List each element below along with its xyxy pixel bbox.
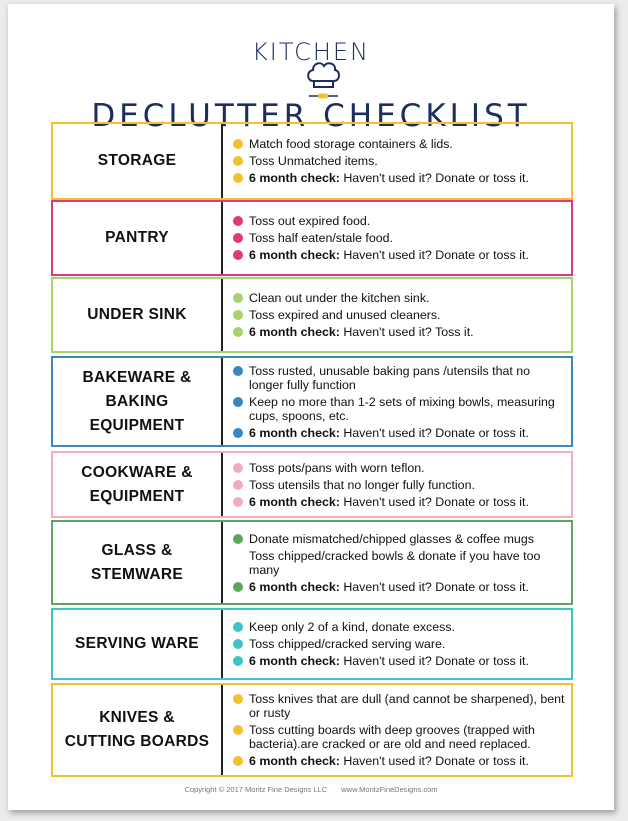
section-label-line: UNDER SINK — [87, 306, 187, 323]
checklist-items — [223, 453, 571, 516]
checklist-item-body: Haven't used it? Toss it. — [339, 325, 474, 339]
checklist-item-text — [249, 478, 475, 492]
checklist-item — [233, 154, 565, 168]
checklist-item-body: Haven't used it? Donate or toss it. — [339, 579, 529, 594]
checklist-item-text — [249, 495, 529, 509]
checklist-item-bold: 6 month check: — [249, 171, 340, 185]
section-4 — [51, 451, 573, 518]
checklist-item-bold: 6 month check: — [249, 754, 340, 768]
checklist-sheet — [8, 4, 614, 810]
checklist-item-body: Toss chipped/cracked serving ware. — [249, 637, 446, 651]
checklist-item-body: Haven't used it? Donate or toss it. — [339, 248, 529, 262]
checklist-item-text — [249, 620, 455, 634]
section-label-line: EQUIPMENT — [89, 487, 185, 505]
section-label-line: SERVING WARE — [75, 635, 199, 652]
checklist-item — [233, 214, 565, 228]
section-label — [53, 522, 223, 603]
title-declutter-checklist: DECLUTTER CHECKLIST — [91, 98, 531, 134]
section-label-line: BAKEWARE & — [82, 368, 192, 386]
section-label — [53, 279, 223, 351]
section-label-line: PANTRY — [105, 229, 169, 246]
bullet-dot-icon — [233, 366, 243, 376]
checklist-item — [233, 532, 565, 546]
bullet-dot-icon — [233, 293, 243, 303]
checklist-item-text — [249, 461, 425, 475]
checklist-item — [233, 620, 565, 634]
checklist-item-body: Toss out expired food. — [249, 214, 371, 228]
checklist-item-body: Haven't used it? Donate or toss it. — [339, 654, 529, 668]
bullet-dot-icon — [233, 622, 243, 632]
section-label — [53, 124, 223, 198]
checklist-item-body: Donate mismatched/chipped glasses & coffee mugs — [249, 531, 534, 546]
checklist-item — [233, 654, 565, 668]
checklist-item-text — [249, 723, 565, 751]
bullet-dot-icon — [233, 694, 243, 704]
bullet-dot-icon — [233, 173, 243, 183]
checklist-item-body: Toss half eaten/stale food. — [249, 231, 393, 245]
checklist-item-text — [249, 291, 429, 305]
checklist-items — [223, 358, 571, 445]
checklist-item-text — [249, 654, 529, 668]
checklist-item — [233, 692, 565, 720]
section-label — [53, 453, 223, 516]
checklist-item-text — [249, 395, 565, 423]
bullet-dot-icon — [233, 725, 243, 735]
section-label-line: KNIVES & — [99, 709, 175, 726]
section-label — [53, 610, 223, 678]
checklist-item — [233, 754, 565, 768]
checklist-item-text — [249, 154, 378, 168]
section-label — [53, 685, 223, 775]
checklist-item — [233, 137, 565, 151]
checklist-item — [233, 426, 565, 440]
checklist-item-bold: 6 month check: — [249, 654, 340, 668]
bullet-dot-icon — [233, 497, 243, 507]
section-7 — [51, 683, 573, 777]
bullet-dot-icon — [233, 310, 243, 320]
bullet-dot-icon — [233, 551, 243, 561]
checklist-items — [223, 202, 571, 274]
checklist-item-text — [249, 692, 565, 720]
checklist-item-bold: 6 month check: — [249, 325, 340, 339]
checklist-item — [233, 637, 565, 651]
bullet-dot-icon — [233, 756, 243, 766]
checklist-items — [223, 610, 571, 678]
checklist-item-text — [249, 308, 441, 322]
checklist-item — [233, 495, 565, 509]
checklist-item-body: Toss utensils that no longer fully function. — [249, 477, 475, 492]
checklist-item-bold: 6 month check: — [249, 494, 340, 509]
section-label-line: COOKWARE & — [81, 463, 193, 481]
checklist-item — [233, 291, 565, 305]
checklist-item — [233, 395, 565, 423]
checklist-item-text — [249, 248, 529, 262]
section-0 — [51, 122, 573, 200]
checklist-items — [223, 685, 571, 775]
bullet-dot-icon — [233, 139, 243, 149]
checklist-item-text — [249, 171, 529, 185]
checklist-item-text — [249, 231, 393, 245]
checklist-item — [233, 478, 565, 492]
footer-copyright: Copyright © 2017 Moritz Fine Designs LLC — [184, 785, 328, 794]
checklist-item-bold: 6 month check: — [249, 425, 340, 440]
checklist-item-body: Toss rusted, unusable baking pans /utensils that no longer fully function — [249, 363, 531, 392]
checklist-item-body: Toss cutting boards with deep grooves (trapped with bacteria).are cracked or are old and need replaced. — [249, 723, 535, 751]
bullet-dot-icon — [233, 463, 243, 473]
checklist-item-bold: 6 month check: — [249, 579, 340, 594]
bullet-dot-icon — [233, 397, 243, 407]
checklist-item-text — [249, 754, 529, 768]
checklist-items — [223, 522, 571, 603]
title-kitchen: KITCHEN — [252, 38, 370, 66]
section-label-line: CUTTING BOARDS — [64, 733, 210, 750]
checklist-item-body: Keep only 2 of a kind, donate excess. — [249, 620, 455, 634]
checklist-item — [233, 248, 565, 262]
checklist-item-body: Keep no more than 1-2 sets of mixing bowls, measuring cups, spoons, etc. — [249, 394, 555, 423]
section-label — [53, 358, 223, 445]
checklist-item-body: Toss pots/pans with worn teflon. — [249, 460, 425, 475]
checklist-item-text — [249, 549, 565, 577]
checklist-item-body: Toss Unmatched items. — [249, 154, 378, 168]
checklist-item-body: Match food storage containers & lids. — [249, 137, 453, 151]
checklist-item-body: Toss expired and unused cleaners. — [249, 308, 441, 322]
checklist-item — [233, 461, 565, 475]
footer-website: www.MoritzFineDesigns.com — [341, 785, 438, 794]
checklist-item-text — [249, 637, 445, 651]
checklist-item-text — [249, 364, 565, 392]
checklist-item-body: Haven't used it? Donate or toss it. — [339, 425, 529, 440]
section-3 — [51, 356, 573, 447]
checklist-item — [233, 231, 565, 245]
checklist-item-text — [249, 137, 453, 151]
checklist-items — [223, 124, 571, 198]
checklist-item — [233, 325, 565, 339]
bullet-dot-icon — [233, 480, 243, 490]
chef-hat-icon — [305, 59, 341, 101]
checklist-item — [233, 549, 565, 577]
checklist-item — [233, 308, 565, 322]
checklist-item — [233, 580, 565, 594]
checklist-item-text — [249, 325, 474, 339]
section-label-line: GLASS & — [101, 541, 173, 559]
checklist-items — [223, 279, 571, 351]
bullet-dot-icon — [233, 582, 243, 592]
bullet-dot-icon — [233, 534, 243, 544]
section-label-line: STEMWARE — [91, 565, 183, 583]
bullet-dot-icon — [233, 428, 243, 438]
checklist-item-text — [249, 426, 529, 440]
section-2 — [51, 277, 573, 353]
checklist-item-text — [249, 214, 370, 228]
section-6 — [51, 608, 573, 680]
checklist-item-text — [249, 532, 534, 546]
checklist-item-text — [249, 580, 529, 594]
bullet-dot-icon — [233, 216, 243, 226]
bullet-dot-icon — [233, 327, 243, 337]
bullet-dot-icon — [233, 156, 243, 166]
bullet-dot-icon — [233, 233, 243, 243]
section-1 — [51, 200, 573, 276]
checklist-item-body: Clean out under the kitchen sink. — [249, 291, 430, 305]
bullet-dot-icon — [233, 656, 243, 666]
checklist-item — [233, 723, 565, 751]
footer — [8, 785, 614, 794]
checklist-item-body: Toss chipped/cracked bowls & donate if you have too many — [249, 548, 541, 577]
checklist-item — [233, 171, 565, 185]
section-label — [53, 202, 223, 274]
checklist-item — [233, 364, 565, 392]
section-label-line: BAKING EQUIPMENT — [89, 392, 185, 434]
checklist-item-body: Haven't used it? Donate or toss it. — [339, 754, 529, 768]
section-5 — [51, 520, 573, 605]
checklist-item-body: Haven't used it? Donate or toss it. — [339, 494, 529, 509]
checklist-item-body: Toss knives that are dull (and cannot be sharpened), bent or rusty — [249, 692, 565, 720]
section-label-line: STORAGE — [97, 152, 177, 169]
checklist-item-bold: 6 month check: — [249, 248, 340, 262]
bullet-dot-icon — [233, 250, 243, 260]
bullet-dot-icon — [233, 639, 243, 649]
checklist-item-body: Haven't used it? Donate or toss it. — [339, 171, 529, 185]
